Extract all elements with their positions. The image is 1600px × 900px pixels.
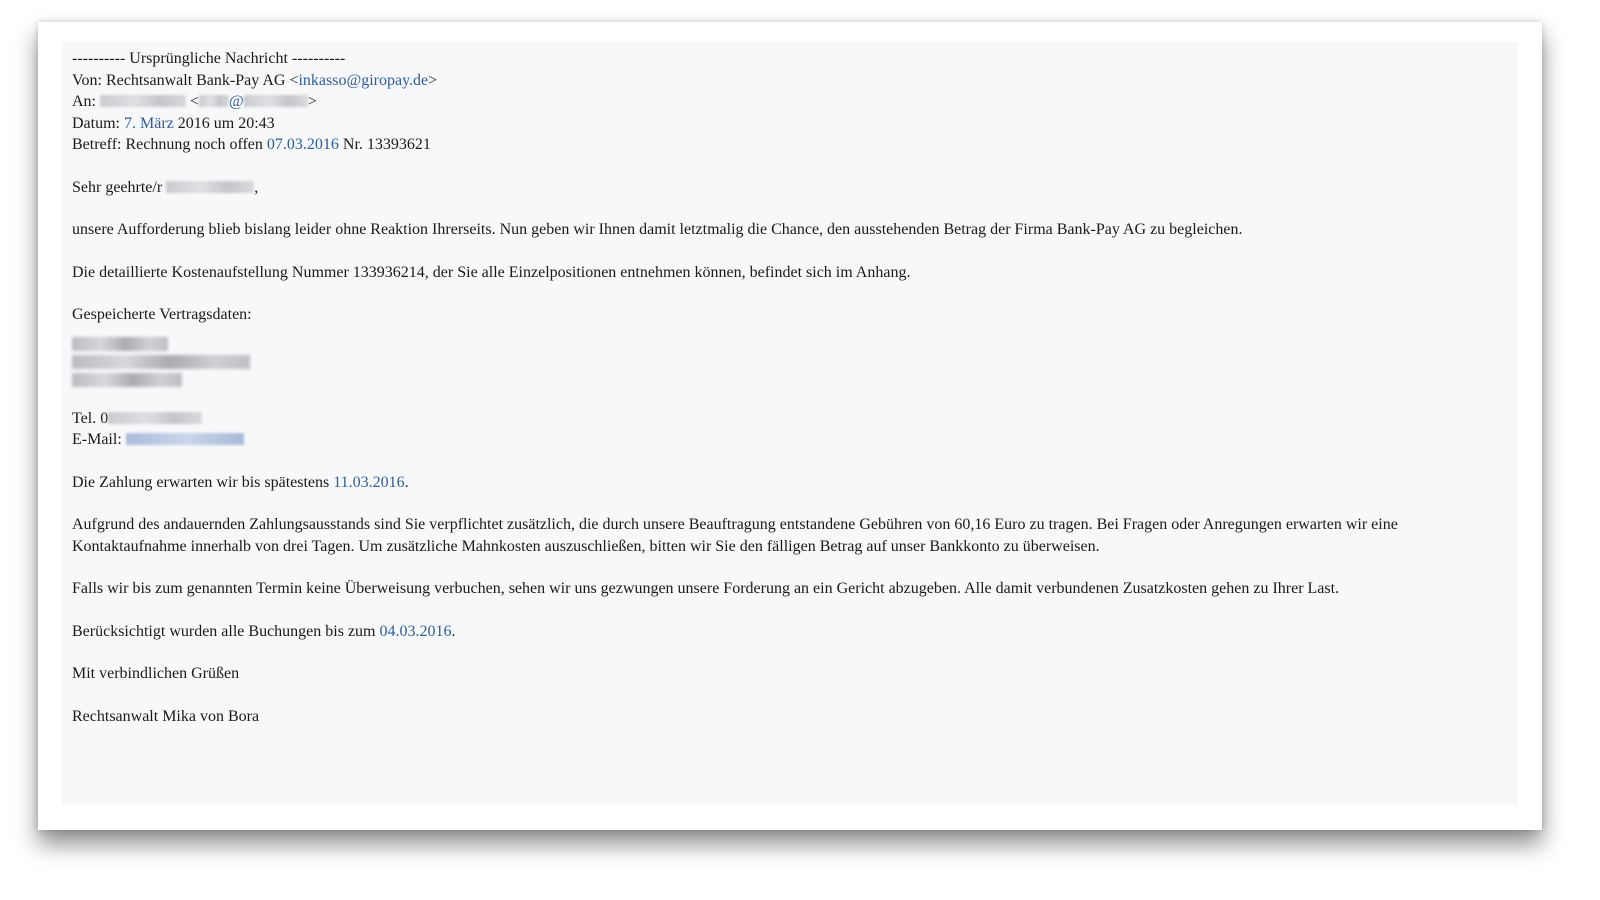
from-name: Rechtsanwalt Bank-Pay AG < xyxy=(105,71,299,89)
to-gt: > xyxy=(307,93,317,110)
to-label: An: xyxy=(72,93,100,110)
subject-label: Betreff: Rechnung noch offen xyxy=(72,136,267,153)
paragraph-deadline xyxy=(72,472,1508,494)
from-label: Von: xyxy=(72,71,106,89)
subject-rest: Nr. 13393621 xyxy=(338,136,431,153)
date-label: Datum: xyxy=(72,114,124,132)
deadline-period: . xyxy=(404,473,409,491)
to-lt: < xyxy=(186,93,200,110)
to-at[interactable]: @ xyxy=(229,93,244,110)
signature: Rechtsanwalt Mika von Bora xyxy=(72,707,260,725)
phone-line xyxy=(72,408,1508,430)
date-link[interactable]: 7. März xyxy=(124,114,174,132)
date-line xyxy=(72,113,1508,135)
paragraph-court: Falls wir bis zum genannten Termin keine Überweisung verbuchen, sehen wir uns gezwungen unsere Forderung an ein Gericht abzugeben. Alle damit verbundenen Zusatzkosten gehen zu Ihrer Last. xyxy=(72,580,1340,597)
paragraph-bookings xyxy=(72,621,1508,643)
screenshot-card xyxy=(38,22,1542,830)
from-line xyxy=(72,70,1508,92)
from-email-link[interactable]: inkasso@giropay.de xyxy=(298,71,429,89)
redacted-recipient-domain xyxy=(244,95,308,107)
phone-label: Tel. 0 xyxy=(72,409,109,427)
salutation-text: Sehr geehrte/r xyxy=(72,178,163,196)
redacted-phone xyxy=(108,412,202,424)
redacted-recipient-user xyxy=(199,95,229,107)
paragraph-request: unsere Aufforderung blieb bislang leider ohne Reaktion Ihrerseits. Nun geben wir Ihnen damit letztmalig die Chance, den ausstehenden Betrag der Firma Bank-Pay AG zu begleichen. xyxy=(72,221,1243,238)
from-close: > xyxy=(428,71,438,89)
deadline-text: Die Zahlung erwarten wir bis spätestens xyxy=(72,473,334,491)
email-line xyxy=(72,429,1508,451)
redacted-contract-data xyxy=(72,336,1508,387)
bookings-date-link[interactable]: 04.03.2016 xyxy=(379,622,452,640)
email-label: E-Mail: xyxy=(72,431,126,448)
redacted-recipient-name xyxy=(100,95,186,107)
paragraph-invoice-details: Die detaillierte Kostenaufstellung Nummer 133936214, der Sie alle Einzelpositionen entnehmen können, befindet sich im Anhang. xyxy=(72,263,911,281)
contract-data-heading: Gespeicherte Vertragsdaten: xyxy=(72,306,252,323)
subject-date-link[interactable]: 07.03.2016 xyxy=(266,136,339,153)
salutation xyxy=(72,177,1508,199)
bookings-period: . xyxy=(451,622,456,640)
salutation-comma: , xyxy=(254,178,259,196)
date-rest: 2016 um 20:43 xyxy=(173,114,275,132)
paragraph-fees: Aufgrund des andauernden Zahlungsausstands sind Sie verpflichtet zusätzlich, die durch unsere Beauftragung entstandene Gebühren von 60,16 Euro zu tragen. Bei Fragen oder Anregungen erwarten wir eine Kontaktaufnahme innerhalb von drei Tagen. Um zusätzliche Mahnkosten auszuschließen, bitten wir Sie den fälligen Betrag auf unser Bankkonto zu überweisen. xyxy=(72,516,1398,555)
email-message xyxy=(62,42,1518,804)
subject-line xyxy=(72,134,1508,156)
closing: Mit verbindlichen Grüßen xyxy=(72,665,240,682)
bookings-text: Berücksichtigt wurden alle Buchungen bis zum xyxy=(72,622,380,640)
original-message-separator: ---------- Ursprüngliche Nachricht ---------- xyxy=(72,50,346,67)
deadline-date-link[interactable]: 11.03.2016 xyxy=(333,473,405,491)
redacted-email-link[interactable] xyxy=(126,433,244,445)
redacted-salutation-name xyxy=(166,181,254,193)
to-line xyxy=(72,91,1508,113)
